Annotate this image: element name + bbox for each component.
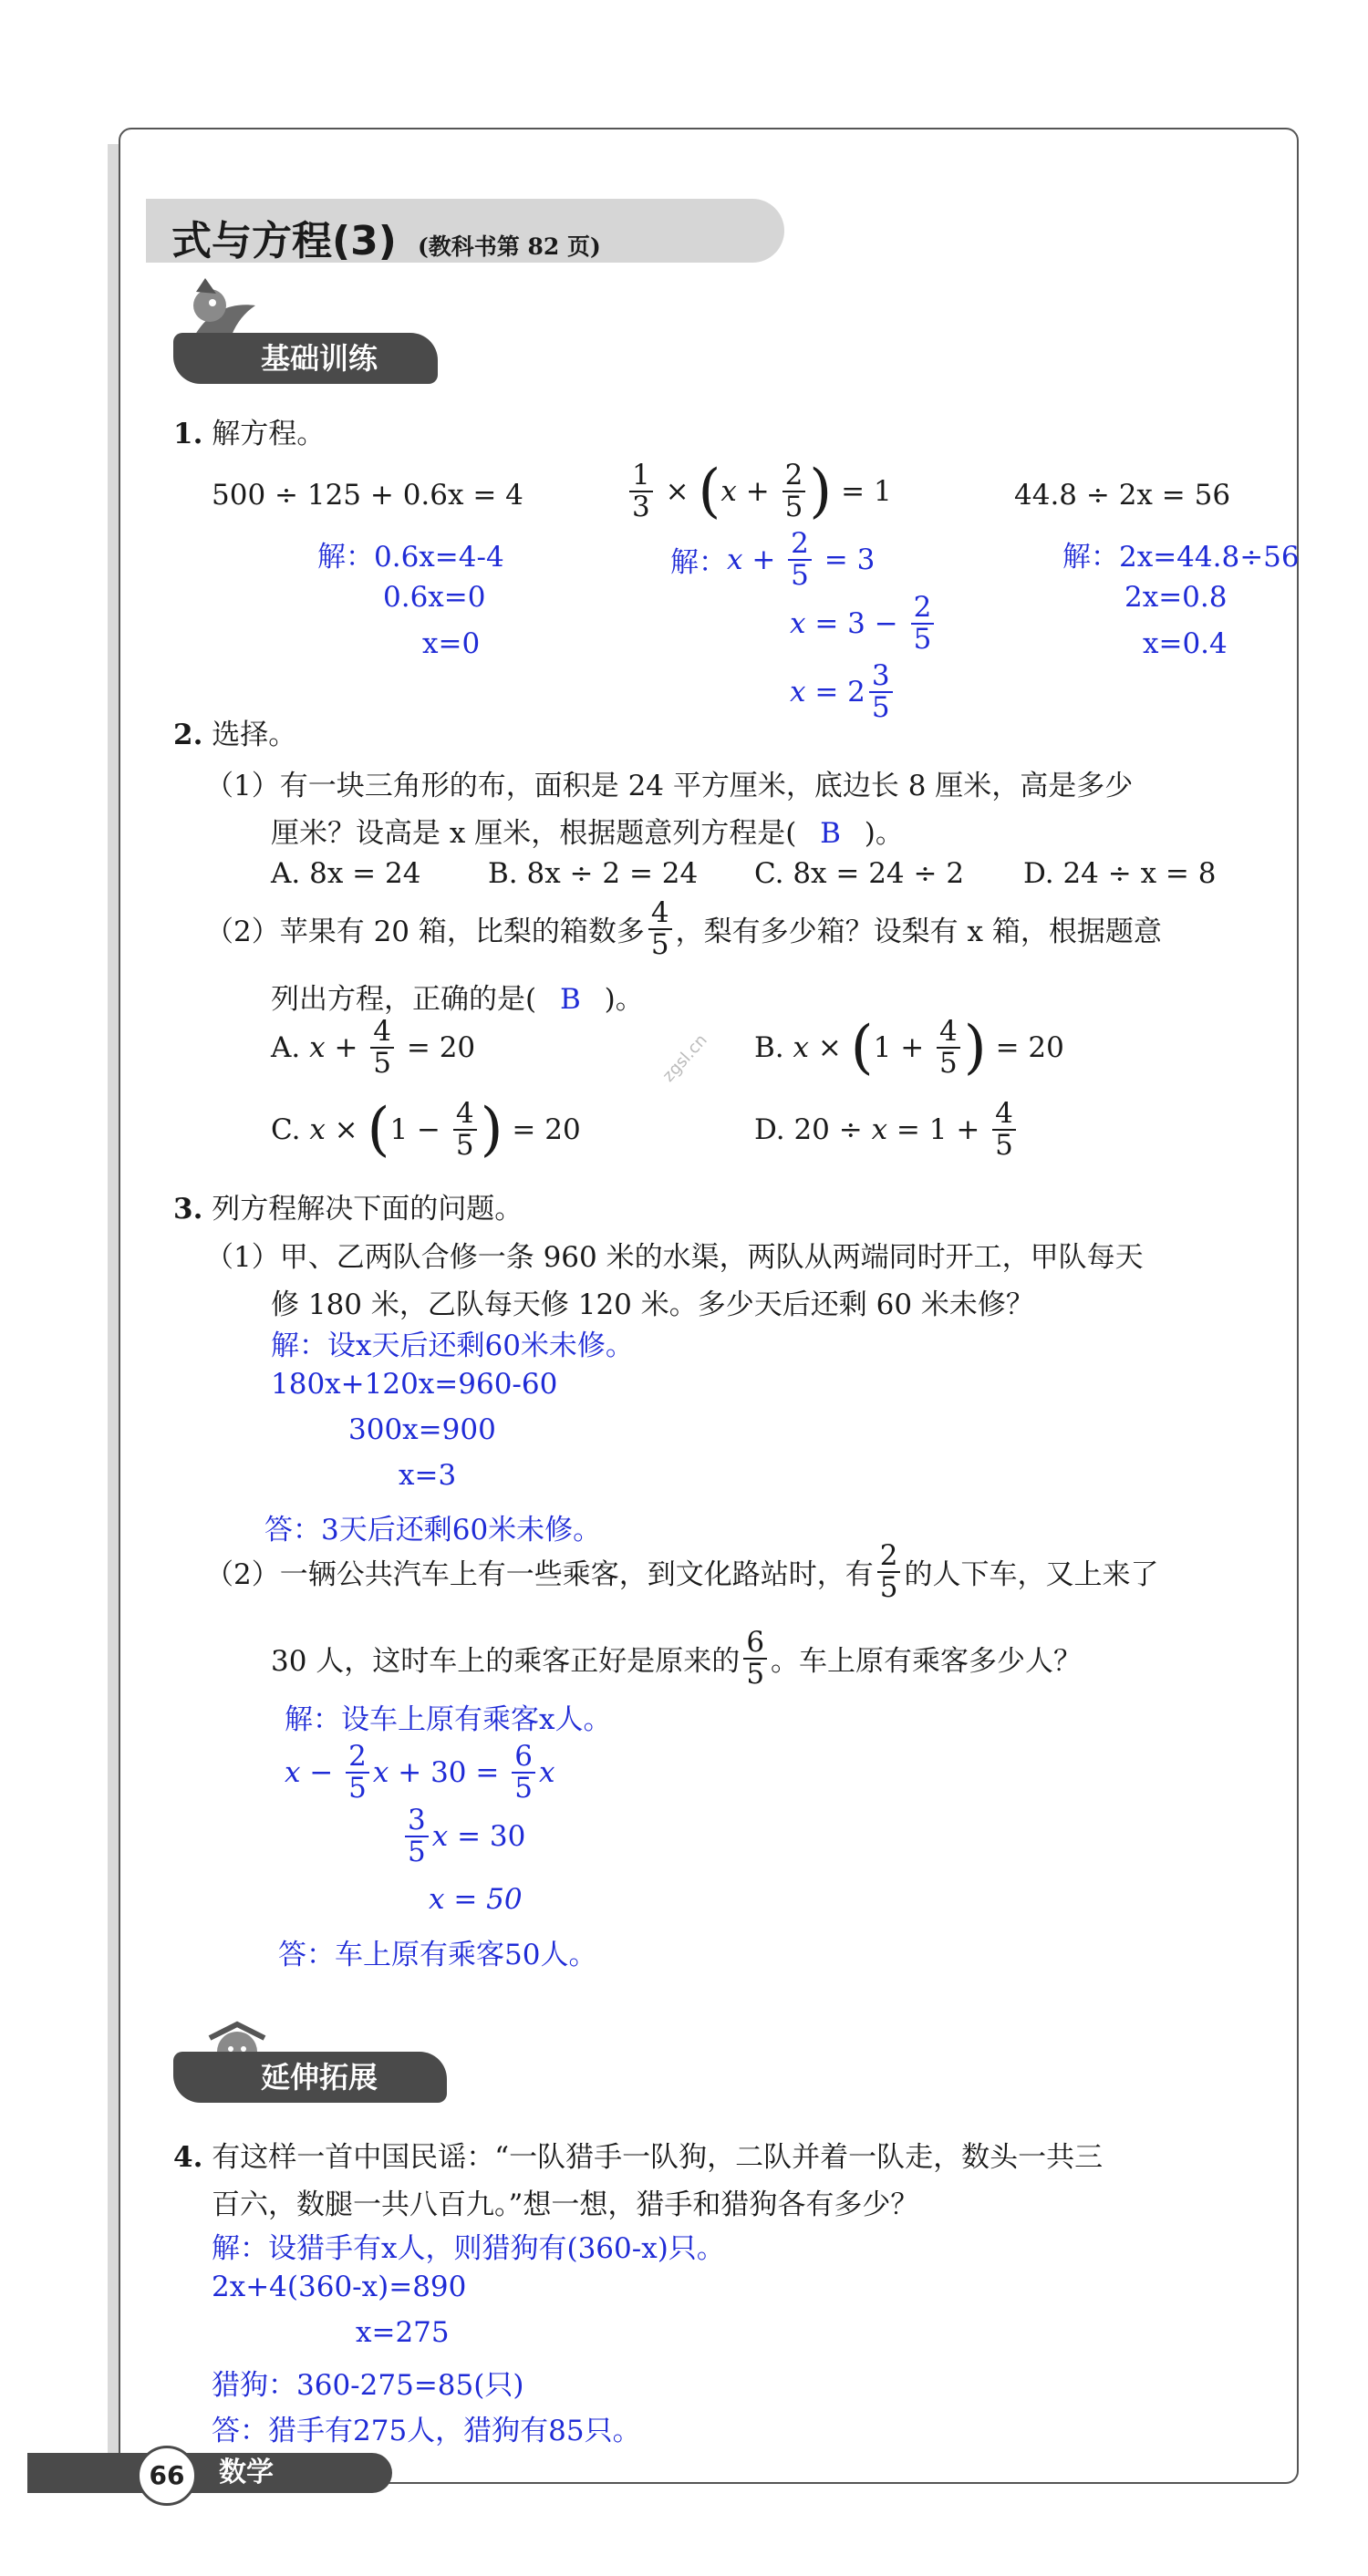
q4-ans-4: 猎狗：360-275=85(只) xyxy=(212,2369,524,2402)
q3-p1-ans-4: x=3 xyxy=(399,1459,457,1492)
q2-p2-option-d: D. 20 ÷ x = 1 + $\frac{4}{5}$ xyxy=(754,1099,1020,1160)
q3-p1-ans-1: 解：设x天后还剩60米未修。 xyxy=(271,1329,634,1362)
q3-p2-line2: 30 人，这时车上的乘客正好是原来的 $\frac{6}{5}$ 。车上原有乘客多少人？ xyxy=(271,1626,1083,1691)
frac-1-3: $\frac{1}{3}$ xyxy=(629,460,653,522)
q1-eq-b: $\frac{1}{3}$ × ( x + $\frac{2}{5}$ ) = 1 xyxy=(626,460,892,522)
footer-subject: 数学 xyxy=(219,2457,274,2488)
q3-p1-ans-3: 300x=900 xyxy=(348,1413,496,1446)
frac-2-5: $\frac{2}{5}$ xyxy=(782,460,806,522)
q4-ans-5: 答：猎手有275人，猎狗有85只。 xyxy=(212,2415,641,2447)
q1-ans-c-2: 2x=0.8 xyxy=(1124,581,1228,614)
q4-ans-3: x=275 xyxy=(356,2316,450,2349)
q1-ans-c-3: x=0.4 xyxy=(1143,627,1228,660)
q1-eq-a: 500 ÷ 125 + 0.6x = 4 xyxy=(212,479,523,512)
q2-p2-line2: 列出方程，正确的是( B )。 xyxy=(271,983,644,1016)
q2-p2-option-c: C. x × ( 1 − $\frac{4}{5}$ ) = 20 xyxy=(271,1095,581,1164)
q4-ans-1: 解：设猎手有x人，则猎狗有(360-x)只。 xyxy=(212,2232,725,2265)
q3-p2-ans-5: 答：车上原有乘客50人。 xyxy=(278,1939,597,1971)
q1-ans-c-1: 解：2x=44.8÷56 xyxy=(1062,541,1300,574)
q3-p1-ans-5: 答：3天后还剩60米未修。 xyxy=(264,1514,602,1547)
q2-p1-answer: B xyxy=(820,817,841,850)
q3-p1-line2: 修 180 米，乙队每天修 120 米。多少天后还剩 60 米未修？ xyxy=(271,1288,1034,1321)
q2-p1-option-c: C. 8x = 24 ÷ 2 xyxy=(754,857,965,890)
q3-p2-line1: （2）一辆公共汽车上有一些乘客，到文化路站时，有 $\frac{2}{5}$ 的人下车，又上来了 xyxy=(205,1539,1159,1604)
q3-p1-line1: （1）甲、乙两队合修一条 960 米的水渠，两队从两端同时开工，甲队每天 xyxy=(205,1241,1144,1274)
section-basic-badge: 基础训练 xyxy=(173,333,438,384)
q2-p1-option-d: D. 24 ÷ x = 8 xyxy=(1023,857,1217,890)
q1-ans-a-2: 0.6x=0 xyxy=(383,581,486,614)
page-subtitle: (教科书第 82 页) xyxy=(417,233,601,260)
q3-p2-ans-3: $\frac{3}{5}$ x = 30 xyxy=(401,1805,525,1867)
q1-ans-b-2: x = 3 − $\frac{2}{5}$ xyxy=(790,593,938,654)
q1-ans-a-1: 解：0.6x=4-4 xyxy=(317,541,504,574)
q2-p1-line2: 厘米？设高是 x 厘米，根据题意列方程是( B )。 xyxy=(271,817,904,850)
q1-ans-b-1: 解： x + $\frac{2}{5}$ = 3 xyxy=(670,527,876,592)
q4-ans-2: 2x+4(360-x)=890 xyxy=(212,2271,467,2303)
section-extend-badge: 延伸拓展 xyxy=(173,2052,447,2103)
q4-line2: 百六，数腿一共八百九。”想一想，猎手和猎狗各有多少？ xyxy=(212,2188,919,2221)
q1-eq-c: 44.8 ÷ 2x = 56 xyxy=(1014,479,1231,512)
q2-p1-line1: （1）有一块三角形的布，面积是 24 平方厘米，底边长 8 厘米，高是多少 xyxy=(205,770,1134,802)
q2-p2-answer: B xyxy=(559,983,581,1016)
footer-bar xyxy=(27,2453,392,2493)
q1-heading: 1. 解方程。 xyxy=(173,418,326,450)
q2-p1-option-b: B. 8x ÷ 2 = 24 xyxy=(488,857,699,890)
page-number: 66 xyxy=(137,2446,197,2506)
watermark: zgsl.cn xyxy=(658,1030,711,1086)
page-title: 式与方程(3) (教科书第 82 页) xyxy=(171,218,601,264)
q2-heading: 2. 选择。 xyxy=(173,719,297,751)
q3-p2-ans-2: x − $\frac{2}{5}$ x + 30 = $\frac{6}{5}$ x xyxy=(285,1740,555,1805)
q4-line1: 4. 有这样一首中国民谣：“一队猎手一队狗，二队并着一队走，数头一共三 xyxy=(173,2141,1104,2174)
q1-text: 解方程。 xyxy=(212,418,326,450)
q2-p1-option-a: A. 8x = 24 xyxy=(271,857,421,890)
q3-p2-ans-1: 解：设车上原有乘客x人。 xyxy=(285,1703,612,1736)
q3-text: 列方程解决下面的问题。 xyxy=(212,1193,523,1226)
q1-ans-b-3: x = 2 $\frac{3}{5}$ xyxy=(790,661,896,722)
q3-p1-ans-2: 180x+120x=960-60 xyxy=(271,1368,558,1401)
q2-p2-line1: （2）苹果有 20 箱，比梨的箱数多 $\frac{4}{5}$ ，梨有多少箱？设梨有 x 箱，根据题意 xyxy=(205,896,1162,961)
q2-text: 选择。 xyxy=(212,719,297,751)
q3-p2-ans-4: x = 50 xyxy=(429,1883,523,1916)
q3-heading: 3. 列方程解决下面的问题。 xyxy=(173,1193,523,1226)
q2-p2-option-a: A. x + $\frac{4}{5}$ = 20 xyxy=(271,1015,476,1080)
q1-ans-a-3: x=0 xyxy=(422,627,481,660)
q2-p2-option-b: B. x × ( 1 + $\frac{4}{5}$ ) = 20 xyxy=(754,1013,1064,1081)
